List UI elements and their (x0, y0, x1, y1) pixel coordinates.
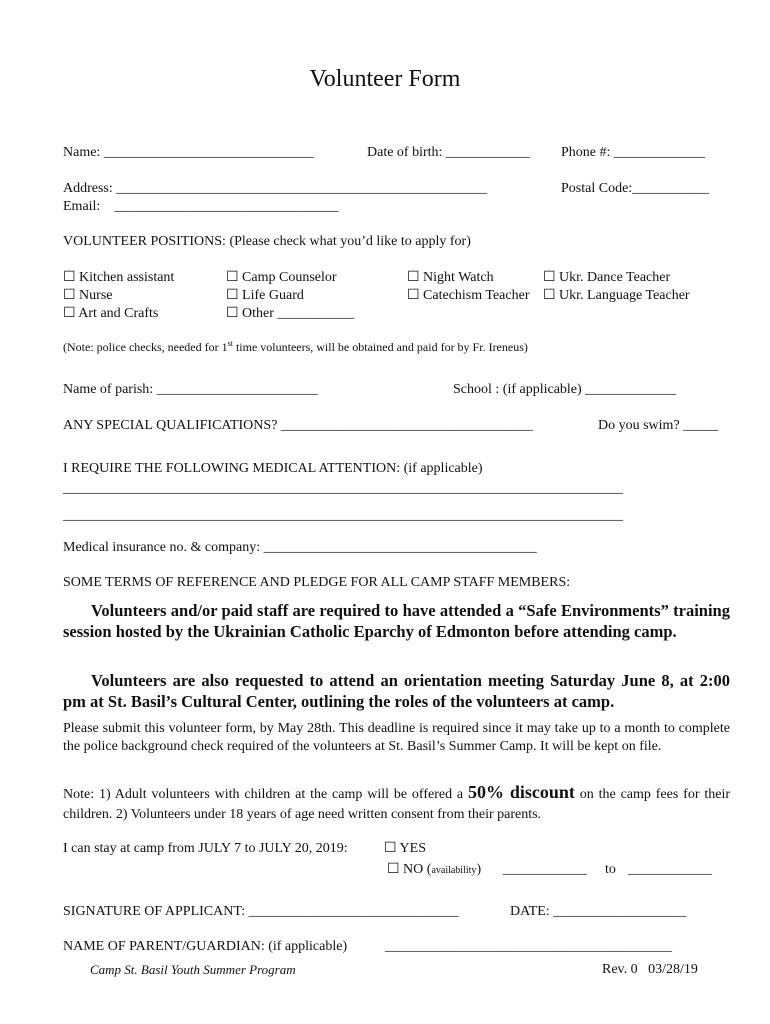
name-field[interactable]: Name: ______________________________ (63, 145, 314, 160)
police-note-post: time volunteers, will be obtained and paid for by Fr. Ireneus) (232, 340, 528, 354)
availability-label: availability (431, 865, 477, 876)
page-title: Volunteer Form (309, 66, 461, 92)
phone-field[interactable]: Phone #: _____________ (561, 145, 705, 160)
footer-revision: Rev. 0 03/28/19 (602, 962, 698, 977)
email-field[interactable]: Email: ________________________________ (63, 199, 339, 214)
discount-note (63, 782, 730, 825)
footer-program: Camp St. Basil Youth Summer Program (90, 962, 296, 977)
stay-no-checkbox[interactable] (387, 861, 481, 879)
medical-line-1[interactable]: ________________________________________________________________________________ (63, 481, 623, 496)
discount-note-post: on the camp fees for their children. 2) Volunteers under 18 years of age need written consent from their parents. (63, 787, 730, 822)
checkbox-kitchen-assistant[interactable]: ☐ Kitchen assistant (63, 270, 175, 285)
police-note-pre: (Note: police checks, needed for 1 (63, 340, 228, 354)
checkbox-life-guard[interactable]: ☐ Life Guard (226, 288, 304, 303)
date-field[interactable]: DATE: ___________________ (510, 904, 687, 919)
parish-field[interactable]: Name of parish: _______________________ (63, 382, 318, 397)
stay-no-label: ☐ NO ( (387, 862, 432, 877)
checkbox-catechism-teacher[interactable]: ☐ Catechism Teacher (407, 288, 530, 303)
postal-code-field[interactable]: Postal Code:___________ (561, 181, 710, 196)
availability-to-field[interactable]: ____________ (628, 862, 712, 877)
checkbox-ukr-dance-teacher[interactable]: ☐ Ukr. Dance Teacher (543, 270, 671, 285)
pledge-safe-environments: Volunteers and/or paid staff are required to have attended a “Safe Environments” training session hosted by the Ukrainian Catholic Eparchy of Edmonton before attending camp. (63, 601, 730, 641)
checkbox-art-and-crafts[interactable]: ☐ Art and Crafts (63, 306, 159, 321)
stay-yes-checkbox[interactable]: ☐ YES (384, 841, 426, 856)
availability-to-label: to (605, 862, 616, 877)
pledge-orientation-meeting: Volunteers are also requested to attend an orientation meeting Saturday June 8, at 2:00 pm at St. Basil’s Cultural Center, outlining the roles of the volunteers at camp. (63, 671, 730, 711)
stay-question: I can stay at camp from JULY 7 to JULY 20, 2019: (63, 841, 348, 856)
discount-highlight: 50% discount (468, 782, 575, 802)
checkbox-other[interactable]: ☐ Other ___________ (226, 306, 355, 321)
school-field[interactable]: School : (if applicable) _____________ (453, 382, 677, 397)
qualifications-field[interactable]: ANY SPECIAL QUALIFICATIONS? ____________________________________ (63, 418, 533, 433)
medical-line-2[interactable]: ________________________________________________________________________________ (63, 508, 623, 523)
checkbox-nurse[interactable]: ☐ Nurse (63, 288, 113, 303)
insurance-field[interactable]: Medical insurance no. & company: _______________________________________ (63, 540, 537, 555)
stay-no-close: ) (476, 862, 482, 877)
checkbox-night-watch[interactable]: ☐ Night Watch (407, 270, 494, 285)
signature-field[interactable]: SIGNATURE OF APPLICANT: ______________________________ (63, 904, 459, 919)
discount-note-pre: Note: 1) Adult volunteers with children at the camp will be offered a (63, 787, 469, 802)
guardian-field[interactable]: _________________________________________ (385, 939, 672, 954)
checkbox-ukr-language-teacher[interactable]: ☐ Ukr. Language Teacher (543, 288, 690, 303)
positions-heading: VOLUNTEER POSITIONS: (Please check what you’d like to apply for) (63, 234, 471, 249)
terms-heading: SOME TERMS OF REFERENCE AND PLEDGE FOR ALL CAMP STAFF MEMBERS: (63, 575, 571, 590)
submit-deadline-note: Please submit this volunteer form, by May 28th. This deadline is required since it may take up to a month to complete the police background check required of the volunteers at St. Basil’s Summer Camp. It will be kept on file. (63, 721, 730, 754)
swim-field[interactable]: Do you swim? _____ (598, 418, 719, 433)
police-check-note (63, 340, 528, 355)
date-of-birth-field[interactable]: Date of birth: ____________ (367, 145, 530, 160)
medical-heading: I REQUIRE THE FOLLOWING MEDICAL ATTENTION: (if applicable) (63, 461, 483, 476)
police-note-sup: st (227, 339, 233, 348)
checkbox-camp-counselor[interactable]: ☐ Camp Counselor (226, 270, 337, 285)
availability-from-field[interactable]: ____________ (503, 862, 587, 877)
address-field[interactable]: Address: _____________________________________________________ (63, 181, 488, 196)
guardian-label: NAME OF PARENT/GUARDIAN: (if applicable) (63, 939, 348, 954)
